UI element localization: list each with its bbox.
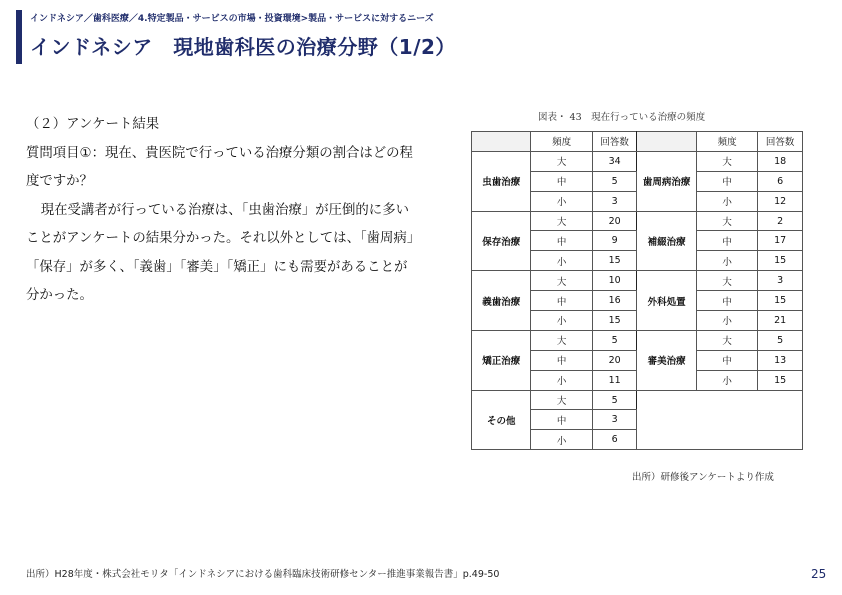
count-cell: 15 — [592, 311, 637, 331]
header-level-left: 頻度 — [531, 132, 592, 152]
category-cell: 保存治療 — [472, 211, 531, 271]
count-cell: 6 — [592, 430, 637, 450]
level-cell: 小 — [531, 191, 592, 211]
level-cell: 小 — [531, 430, 592, 450]
level-cell: 中 — [531, 350, 592, 370]
page-number: 25 — [811, 567, 827, 581]
table-body — [472, 151, 803, 449]
count-cell: 10 — [592, 271, 637, 291]
count-cell: 9 — [592, 231, 637, 251]
level-cell: 中 — [531, 171, 592, 191]
count-cell: 5 — [592, 330, 637, 350]
count-cell: 15 — [592, 251, 637, 271]
table-row — [472, 271, 803, 291]
count-cell: 3 — [758, 271, 803, 291]
count-cell: 18 — [758, 151, 803, 171]
count-cell: 17 — [758, 231, 803, 251]
level-cell: 小 — [531, 251, 592, 271]
level-cell: 中 — [531, 291, 592, 311]
count-cell: 21 — [758, 311, 803, 331]
count-cell: 16 — [592, 291, 637, 311]
footer-source: 出所）H28年度・株式会社モリタ「インドネシアにおける歯科臨床技術研修センター推進事業報告書」p.49-50 — [26, 569, 500, 580]
count-cell: 11 — [592, 370, 637, 390]
body-text — [26, 111, 418, 311]
category-cell: 虫歯治療 — [472, 151, 531, 211]
level-cell: 中 — [696, 350, 757, 370]
table-header-row — [472, 132, 803, 152]
section-heading: （２）アンケート結果 — [26, 117, 160, 132]
count-cell: 6 — [758, 171, 803, 191]
level-cell: 大 — [696, 330, 757, 350]
header-count-right: 回答数 — [758, 132, 803, 152]
count-cell: 20 — [592, 350, 637, 370]
count-cell: 2 — [758, 211, 803, 231]
count-cell: 13 — [758, 350, 803, 370]
category-cell: 審美治療 — [637, 330, 696, 390]
count-cell: 5 — [592, 171, 637, 191]
category-cell: 歯周病治療 — [637, 151, 696, 211]
empty-cell — [637, 390, 803, 450]
level-cell: 大 — [531, 151, 592, 171]
level-cell: 大 — [696, 271, 757, 291]
count-cell: 34 — [592, 151, 637, 171]
header-blank-right — [637, 132, 696, 152]
count-cell: 3 — [592, 191, 637, 211]
count-cell: 12 — [758, 191, 803, 211]
category-cell: 矯正治療 — [472, 330, 531, 390]
header-level-right: 頻度 — [696, 132, 757, 152]
category-cell: その他 — [472, 390, 531, 450]
level-cell: 大 — [696, 211, 757, 231]
title-accent-bar — [16, 10, 22, 64]
count-cell: 15 — [758, 251, 803, 271]
level-cell: 小 — [531, 370, 592, 390]
breadcrumb: インドネシア／歯科医療／4.特定製品・サービスの市場・投資環境>製品・サービスに対するニーズ — [30, 14, 434, 24]
table-row — [472, 330, 803, 350]
category-cell: 外科処置 — [637, 271, 696, 331]
category-cell: 義歯治療 — [472, 271, 531, 331]
page-title: インドネシア 現地歯科医の治療分野（1/2） — [30, 35, 456, 59]
count-cell: 15 — [758, 291, 803, 311]
category-cell: 補綴治療 — [637, 211, 696, 271]
table-row — [472, 390, 803, 410]
table-row — [472, 211, 803, 231]
header-blank-left — [472, 132, 531, 152]
level-cell: 大 — [531, 330, 592, 350]
level-cell: 大 — [696, 151, 757, 171]
header-count-left: 回答数 — [592, 132, 637, 152]
level-cell: 小 — [696, 191, 757, 211]
level-cell: 小 — [531, 311, 592, 331]
level-cell: 小 — [696, 370, 757, 390]
count-cell: 15 — [758, 370, 803, 390]
figure-caption: 図表・ 43 現在行っている治療の頻度 — [538, 112, 706, 123]
count-cell: 3 — [592, 410, 637, 430]
level-cell: 中 — [531, 410, 592, 430]
table-source: 出所）研修後アンケートより作成 — [632, 472, 774, 483]
level-cell: 大 — [531, 271, 592, 291]
level-cell: 小 — [696, 311, 757, 331]
level-cell: 大 — [531, 211, 592, 231]
level-cell: 中 — [696, 171, 757, 191]
level-cell: 中 — [696, 231, 757, 251]
survey-finding: 現在受講者が行っている治療は、「虫歯治療」が圧倒的に多いことがアンケートの結果分かった。それ以外としては、「歯周病」「保存」が多く、「義歯」「審美」「矯正」にも需要があることが分かった。 — [26, 202, 414, 303]
count-cell: 5 — [758, 330, 803, 350]
level-cell: 小 — [696, 251, 757, 271]
treatment-frequency-table — [471, 131, 803, 450]
survey-question: 質問項目①：現在、貴医院で行っている治療分類の割合はどの程度ですか？ — [26, 145, 413, 189]
level-cell: 中 — [531, 231, 592, 251]
level-cell: 中 — [696, 291, 757, 311]
count-cell: 5 — [592, 390, 637, 410]
level-cell: 大 — [531, 390, 592, 410]
table-row — [472, 151, 803, 171]
count-cell: 20 — [592, 211, 637, 231]
